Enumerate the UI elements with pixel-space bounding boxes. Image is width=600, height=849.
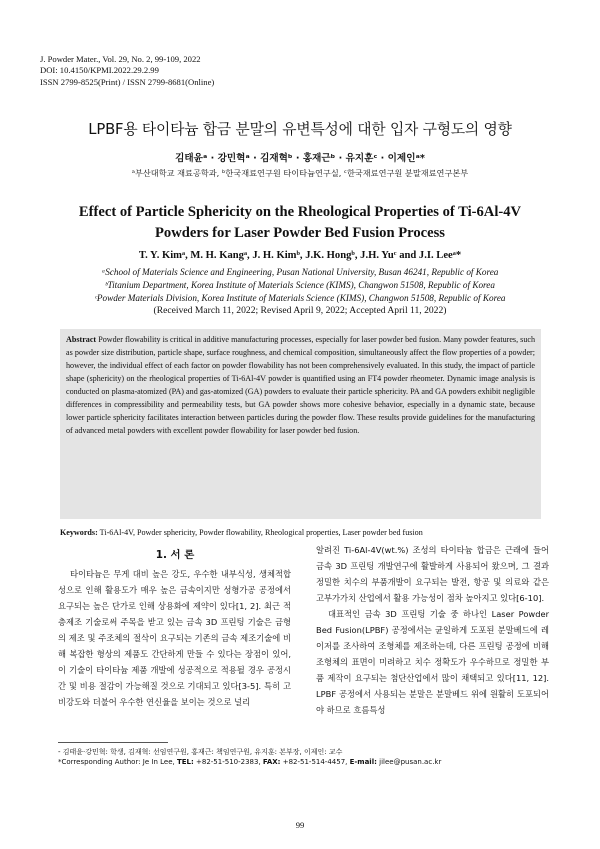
fax-value: +82-51-514-4457, xyxy=(280,758,350,766)
body-paragraph: 대표적인 금속 3D 프린팅 기술 중 하나인 Laser Powder Bed Fusion(LPBF) 공정에서는 균일하게 도포된 분말베드에 레이저를 조사하여 조형체를 제조하는데, 다른 프린팅 공정에 비해 조형체의 표면이 미려하고 치수 정확도가 우수하므로 정밀한 부품 제작이 요구되는 첨단산업에서 많이 채택되고 있다[11, 12]. LPBF 공정에서 사용되는 분말은 분말베드 위에 원활히 도포되어야 하므로 흐름특성 xyxy=(316,609,549,715)
doi-line: DOI: 10.4150/KPMI.2022.29.2.99 xyxy=(40,65,159,76)
abstract-text xyxy=(66,333,535,437)
footnote-corresponding-author xyxy=(58,758,441,766)
english-title-line-1: Effect of Particle Sphericity on the Rheological Properties of Ti-6Al-4V xyxy=(78,204,522,220)
korean-title: LPBF용 타이타늄 합금 분말의 유변특성에 대한 입자 구형도의 영향 xyxy=(88,121,512,138)
english-affiliations xyxy=(0,266,600,305)
keywords xyxy=(60,528,550,537)
affiliation-c: ᶜPowder Materials Division, Korea Institute of Materials Science (KIMS), Changwon 51508, Republic of Korea xyxy=(94,293,506,303)
footnote-author-roles: - 김태윤·강민혁: 학생, 김재혁: 선임연구원, 홍재근: 책임연구원, 유지훈: 본부장, 이제인: 교수 xyxy=(58,748,343,756)
body-paragraph: 타이타늄은 무게 대비 높은 강도, 우수한 내부식성, 생체적합성으로 인해 활용도가 매우 높은 금속이지만 성형가공 공정에서 요구되는 높은 단가로 인해 상용화에 제약이 있다[1, 2]. 최근 적층제조 기술로써 주목을 받고 있는 금속 3D 프린팅 기술은 금형의 제조 및 주조체의 절삭이 요구되는 기존의 금속 제조기술에 비해 복잡한 형상의 제품도 간단하게 만들 수 있다는 장점이 있어, 이 기술이 타이타늄 제품 개발에 성공적으로 적용될 경우 공정시간 및 비용 절감이 가능해질 것으로 기대되고 있다[3-5]. 특히 고비강도와 더불어 우수한 연신율을 보이는 것으로 널리 xyxy=(58,569,291,707)
abstract-box xyxy=(60,329,541,519)
issn-line: ISSN 2799-8525(Print) / ISSN 2799-8681(Online) xyxy=(40,76,215,87)
journal-citation: J. Powder Mater., Vol. 29, No. 2, 99-109, 2022 xyxy=(40,54,201,64)
email-label: E-mail: xyxy=(349,758,377,766)
body-column-right xyxy=(316,542,549,718)
email-value[interactable]: jilee@pusan.ac.kr xyxy=(376,758,442,766)
affiliation-a: ᵃSchool of Materials Science and Engineering, Pusan National University, Busan 46241, Republic of Korea xyxy=(101,267,499,277)
tel-label: TEL: xyxy=(176,758,194,766)
journal-header xyxy=(40,54,214,88)
received-dates: (Received March 11, 2022; Revised April 9, 2022; Accepted April 11, 2022) xyxy=(153,305,447,316)
section-heading-introduction: 1. 서 론 xyxy=(155,549,195,561)
korean-authors: 김태윤ᵃ · 강민혁ᵃ · 김재혁ᵇ · 홍재근ᵇ · 유지훈ᶜ · 이제인ᵃ* xyxy=(175,153,425,164)
english-authors: T. Y. Kimᵃ, M. H. Kangᵃ, J. H. Kimᵇ, J.K. Hongᵇ, J.H. Yuᶜ and J.I. Leeᵃ* xyxy=(138,250,462,261)
english-title-line-2: Powders for Laser Powder Bed Fusion Process xyxy=(155,225,445,241)
page-number: 99 xyxy=(295,820,305,830)
keywords-label: Keywords: xyxy=(60,528,98,537)
footnote-divider xyxy=(58,742,168,743)
corresponding-author-label: *Corresponding Author: Je In Lee, xyxy=(58,758,177,766)
tel-value: +82-51-510-2383, xyxy=(193,758,263,766)
abstract-body: Powder flowability is critical in additive manufacturing processes, especially for laser powder bed fusion. Many powder features, such as powder size distribution, particle shape, surface roughness, and chemical composition, simultaneously affect the flow properties of a powder; however, the individual effect of each factor on powder flowability has not been comprehensively evaluated. In this study, the impact of particle shape (sphericity) on the rheological properties of Ti-6Al-4V powder is quantified using an FT4 powder rheometer. Dynamic image analysis is conducted on plasma-atomized (PA) and gas-atomized (GA) powders to evaluate their particle sphericity. PA and GA powders exhibit negligible differences in compressibility and permeability tests, but GA powder shows more cohesive behavior, especially in a dynamic state, because lower particle sphericity facilitates interaction between particles during the powder flow. These results provide guidelines for the manufacturing of advanced metal powders with excellent powder flowability for laser powder bed fusion. xyxy=(66,335,536,435)
fax-label: FAX: xyxy=(262,758,281,766)
abstract-label: Abstract xyxy=(66,335,97,344)
english-title xyxy=(0,202,600,244)
keywords-list: Ti-6Al-4V, Powder sphericity, Powder flowability, Rheological properties, Laser powder bed fusion xyxy=(99,528,423,537)
affiliation-b: ᵇTitanium Department, Korea Institute of Materials Science (KIMS), Changwon 51508, Republic of Korea xyxy=(105,280,495,290)
body-column-left xyxy=(58,566,291,710)
body-paragraph: 알려진 Ti-6Al-4V(wt.%) 조성의 타이타늄 합금은 근래에 들어 금속 3D 프린팅 개발연구에 활발하게 사용되어 왔으며, 그 결과 정밀한 치수의 부품개발이 요구되는 발전, 항공 및 의료와 같은 고부가가치 산업에서 활용 가능성이 점차 높아지고 있다[6-10]. xyxy=(316,545,549,603)
korean-affiliations: ᵃ부산대학교 재료공학과, ᵇ한국재료연구원 타이타늄연구실, ᶜ한국재료연구원 분말재료연구본부 xyxy=(131,168,469,178)
